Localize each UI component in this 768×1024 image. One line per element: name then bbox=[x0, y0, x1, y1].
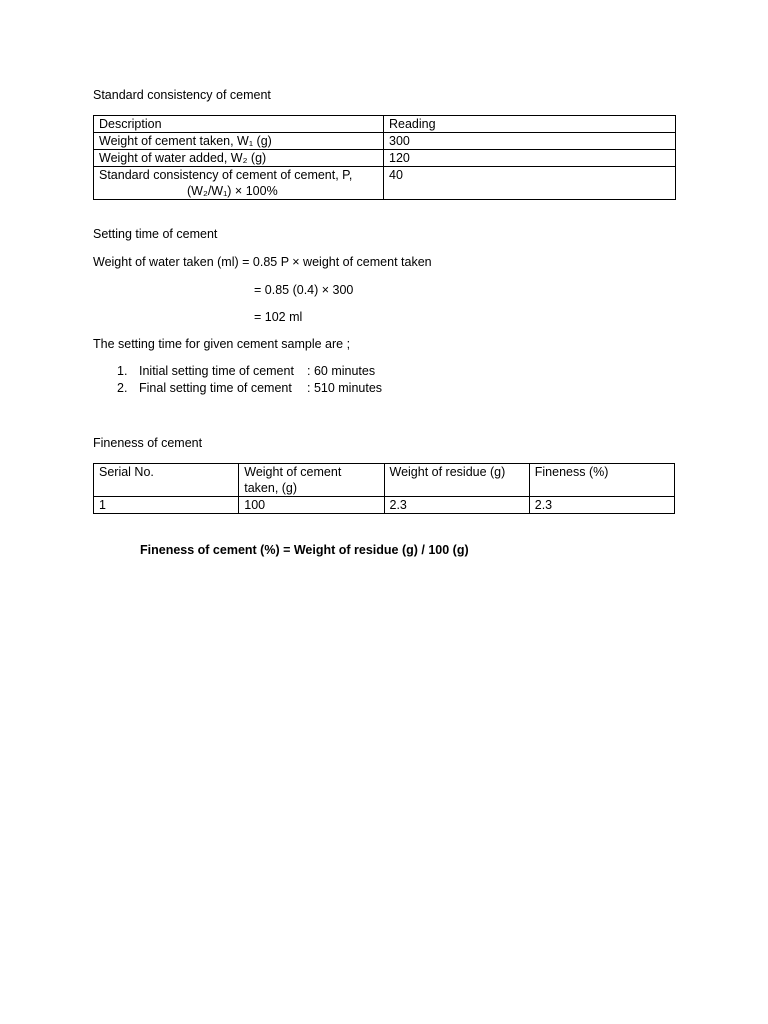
list-value: : 60 minutes bbox=[307, 364, 376, 378]
fineness-formula: Fineness of cement (%) = Weight of residue (g) / 100 (g) bbox=[140, 543, 469, 557]
list-number: 1. bbox=[117, 364, 128, 378]
table-row bbox=[94, 150, 676, 167]
setting-heading: Setting time of cement bbox=[93, 227, 218, 241]
list-label: Final setting time of cement bbox=[139, 381, 292, 395]
formula-line-3: = 102 ml bbox=[254, 310, 303, 324]
header-serial: Serial No. bbox=[94, 464, 239, 497]
list-item bbox=[117, 381, 383, 395]
fineness-heading: Fineness of cement bbox=[93, 436, 203, 450]
table-header-row bbox=[94, 116, 676, 133]
cell-description-line2: (W₂/W₁) × 100% bbox=[187, 184, 278, 198]
cell-weight-cement: 100 bbox=[239, 497, 384, 514]
fineness-table bbox=[93, 463, 675, 514]
header-reading: Reading bbox=[384, 116, 676, 133]
list-item bbox=[117, 364, 376, 378]
cell-serial: 1 bbox=[94, 497, 239, 514]
cell-fineness: 2.3 bbox=[529, 497, 674, 514]
header-fineness: Fineness (%) bbox=[529, 464, 674, 497]
cell-reading: 300 bbox=[384, 133, 676, 150]
list-label: Initial setting time of cement bbox=[139, 364, 294, 378]
header-weight-cement: Weight of cement taken, (g) bbox=[239, 464, 384, 497]
cell-weight-residue: 2.3 bbox=[384, 497, 529, 514]
table-row bbox=[94, 497, 675, 514]
setting-intro: The setting time for given cement sample are ; bbox=[93, 337, 351, 351]
consistency-heading: Standard consistency of cement bbox=[93, 88, 271, 102]
cell-description: Weight of cement taken, W₁ (g) bbox=[94, 133, 384, 150]
cell-description-line1: Standard consistency of cement of cement, P, bbox=[99, 168, 353, 182]
formula-line-1: Weight of water taken (ml) = 0.85 P × weight of cement taken bbox=[93, 255, 432, 269]
cell-reading: 120 bbox=[384, 150, 676, 167]
cell-description bbox=[94, 167, 384, 200]
table-header-row bbox=[94, 464, 675, 497]
cell-reading: 40 bbox=[384, 167, 676, 200]
cell-description: Weight of water added, W₂ (g) bbox=[94, 150, 384, 167]
formula-line-2: = 0.85 (0.4) × 300 bbox=[254, 283, 354, 297]
consistency-table bbox=[93, 115, 676, 200]
header-weight-residue: Weight of residue (g) bbox=[384, 464, 529, 497]
list-value: : 510 minutes bbox=[307, 381, 383, 395]
table-row bbox=[94, 167, 676, 200]
table-row bbox=[94, 133, 676, 150]
list-number: 2. bbox=[117, 381, 128, 395]
header-description: Description bbox=[94, 116, 384, 133]
